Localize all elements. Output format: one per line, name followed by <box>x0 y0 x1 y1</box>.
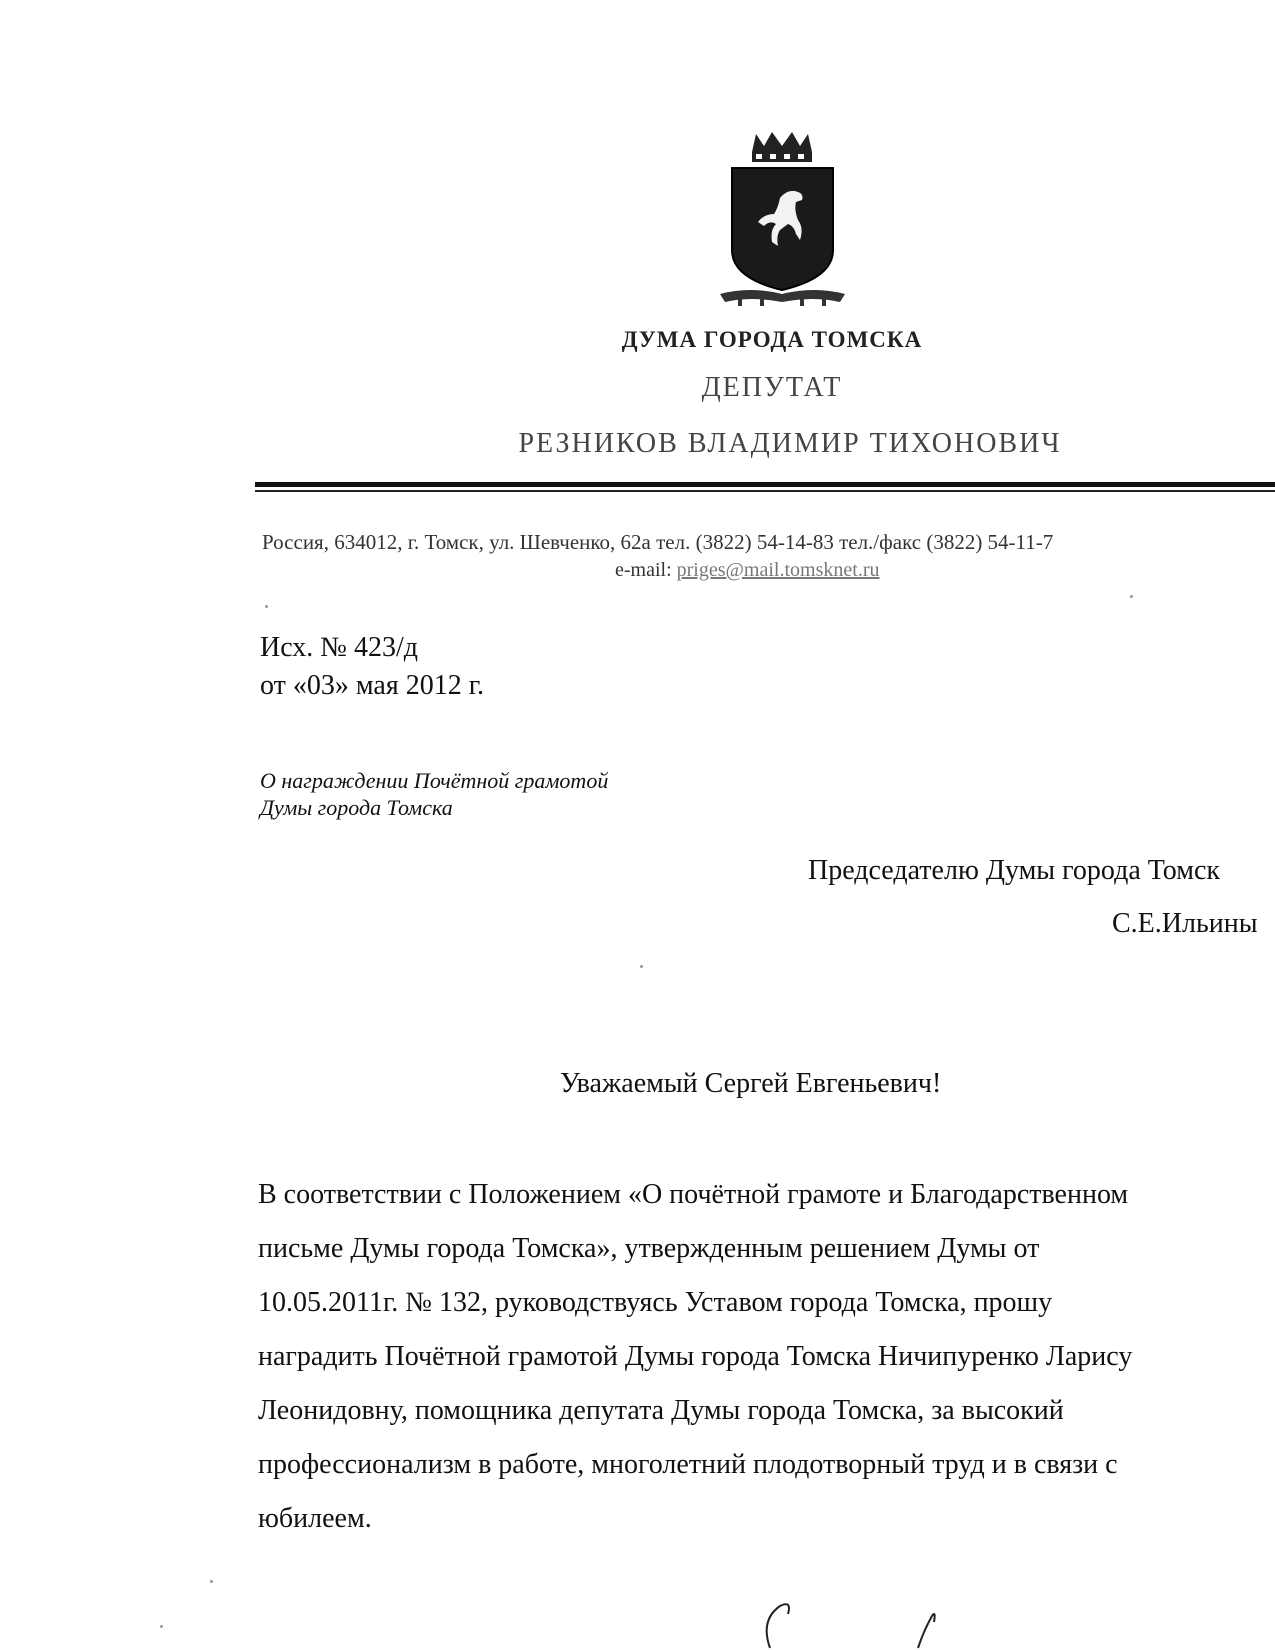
body-line: Леонидовну, помощника депутата Думы города Томска, за высокий <box>258 1395 1064 1426</box>
body-line: письме Думы города Томска», утвержденным решением Думы от <box>258 1233 1040 1264</box>
body-line: профессионализм в работе, многолетний плодотворный труд и в связи с <box>258 1449 1118 1480</box>
greeting: Уважаемый Сергей Евгеньевич! <box>560 1068 942 1099</box>
position-title: ДЕПУТАТ <box>701 372 843 403</box>
contact-address-line: Россия, 634012, г. Томск, ул. Шевченко, 62а тел. (3822) 54-14-83 тел./факс (3822) 54-11-7 <box>262 530 1054 554</box>
scan-speck <box>210 1580 213 1583</box>
deputy-name: РЕЗНИКОВ ВЛАДИМИР ТИХОНОВИЧ <box>518 428 1062 459</box>
outgoing-number: Исх. № 423/д <box>260 632 419 663</box>
handwritten-signature <box>740 1600 980 1650</box>
outgoing-date: от «03» мая 2012 г. <box>260 670 485 701</box>
letterhead-divider-thick <box>255 482 1275 487</box>
shield-icon <box>732 168 833 290</box>
addressee-name: С.Е.Ильины <box>1112 908 1258 939</box>
scan-speck <box>640 965 643 968</box>
email-line <box>615 559 879 582</box>
scan-speck <box>265 605 268 608</box>
laurel-ribbon-icon <box>720 290 845 306</box>
crown-icon <box>752 132 812 162</box>
email-link[interactable]: priges@mail.tomsknet.ru <box>676 559 880 581</box>
organization-title: ДУМА ГОРОДА ТОМСКА <box>621 327 923 352</box>
letterhead-divider-thin <box>255 490 1275 492</box>
scan-speck <box>1130 595 1133 598</box>
scan-speck <box>160 1625 163 1628</box>
body-line: наградить Почётной грамотой Думы города Томска Ничипуренко Ларису <box>258 1341 1133 1372</box>
subject-line-1: О награждении Почётной грамотой <box>260 768 609 793</box>
body-line: юбилеем. <box>258 1503 372 1534</box>
addressee-title: Председателю Думы города Томск <box>808 855 1220 886</box>
body-line: В соответствии с Положением «О почётной грамоте и Благодарственном <box>258 1179 1129 1210</box>
email-label: e-mail: <box>615 559 672 581</box>
body-line: 10.05.2011г. № 132, руководствуясь Уставом города Томска, прошу <box>258 1287 1053 1318</box>
city-coat-of-arms-emblem <box>720 130 845 310</box>
subject-line-2: Думы города Томска <box>260 795 453 820</box>
letter-body <box>258 1168 1275 1546</box>
